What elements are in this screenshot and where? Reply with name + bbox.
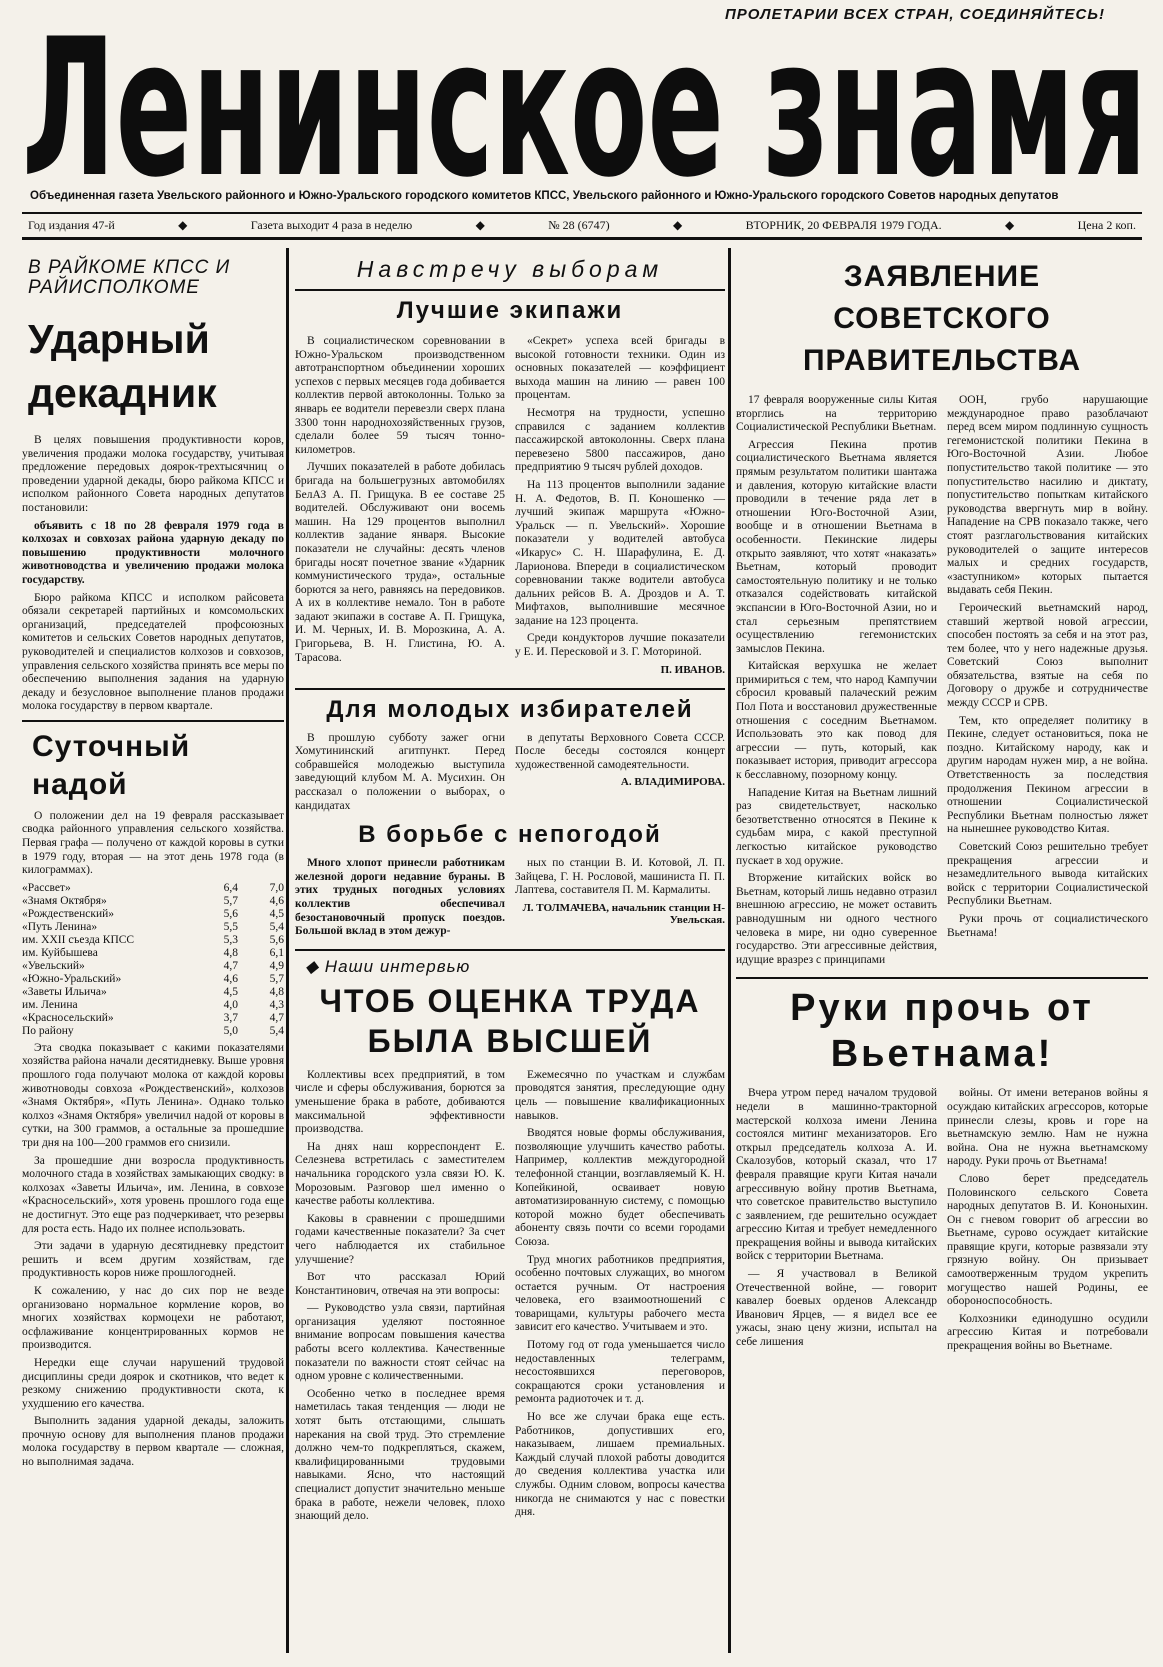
paragraph: Вот что рассказал Юрий Константинович, отвечая на эти вопросы: (295, 1271, 505, 1297)
paragraph: Колхозники единодушно осудили агрессию Китая и потребовали прекращения войны во Вьетнаме. (947, 1312, 1148, 1353)
paragraph: Нередки еще случаи нарушений трудовой дисциплины среди доярок и скотников, что ведет к резкому снижению продуктивности скота, к ухудшению его качества. (22, 1356, 284, 1410)
column-rule (728, 248, 731, 1653)
paragraph: Ежемесячно по участкам и службам проводятся занятия, преследующие одну цель — повышение квалификационных навыков. (515, 1068, 725, 1122)
diamond-icon: ◆ (673, 218, 683, 232)
table-row (22, 986, 284, 999)
table-row (22, 934, 284, 947)
rubric-text: Наши интервью (324, 956, 471, 976)
paragraph: Труд многих работников предприятия, особенно почтовых служащих, во многом остается ручным. От настроения человека, его взаимоотношений с товарищами, культуры рабочего места зависит его качество. Учитываем и это. (515, 1253, 725, 1334)
paragraph: 17 февраля вооруженные силы Китая вторглись на территорию Социалистической Республики Вьетнам. (736, 394, 937, 434)
paragraph: Китайская верхушка не желает примириться с тем, что народ Кампучии сбросил кровавый палаческий режим Пол Пота и восстановил дружественные отношения с соседним Вьетнамом. Использовать это как повод для агрессии — путь, который, как показывает история, приводит агрессора к бесславному, позорному концу. (736, 660, 937, 782)
paragraph: Слово берет председатель Половинского сельского Совета народных депутатов В. И. Кононыхин. Он с гневом говорит об агрессии во Вьетнаме, сурово осуждает китайские правящие круги, которые развязали эту грязную войну. Он призывает самоотверженным трудом укрепить могущество нашей Родины, ее обороноспособность. (947, 1172, 1148, 1308)
paragraph: Нападение Китая на Вьетнам лишний раз свидетельствует, насколько безответственно относятся в Пекине к судьбам мира, с какой преступной легкостью китайское руководство пускает в ход оружие. (736, 786, 937, 867)
paragraph: войны. От имени ветеранов войны я осуждаю китайских агрессоров, которые принесли слезы, кровь и горе на вьетнамскую землю. Нам не нужна война. Она не нужна вьетнамскому народу. Руки прочь от Вьетнама! (947, 1087, 1148, 1168)
masthead (22, 14, 1152, 194)
diamond-icon: ◆ (305, 956, 325, 976)
divider (295, 688, 725, 690)
paragraph: В прошлую субботу зажег огни Хомутининский агитпункт. Перед собравшейся молодежью выступила заведующий клубом М. А. Мусихин. Он рассказал о положении о выборах, о кандидатах (295, 731, 505, 812)
column-right (736, 252, 1148, 1652)
farm-name: им. XXII съезда КПСС (22, 933, 135, 946)
paragraph: Лучших показателей в работе добилась бригада на большегрузных автомобилях БелАЗ А. П. Грищука. В ее составе 25 водителей. Обслуживают они восемь машин. На 129 процентов выполнил коллектив задание января. Высокие показатели не случайны: десять членов бригады носят почетное звание «Ударник коммунистического труда», остальные борются за него, равняясь на передовиков. А их в коллективе немало. Тон в работе задают экипажи в составе А. П. Грищука, И. М. Черных, И. В. Морозкина, А. А. Григорьева, В. Н. Глистина, Ю. А. Тарасова. (295, 461, 505, 664)
byline: Л. ТОЛМАЧЕВА, начальник станции Н-Увельская. (522, 902, 725, 926)
value-1979: 6,4 (223, 881, 238, 894)
value-1978: 5,4 (269, 920, 284, 933)
value-1979: 5,0 (223, 1024, 238, 1037)
issue-info-bar (22, 212, 1142, 240)
paragraph: Советский Союз решительно требует прекращения агрессии и незамедлительного вывода китайских войск с территории Социалистической Республики Вьетнам. (947, 841, 1148, 908)
paragraph: В социалистическом соревновании в Южно-Уральском производственном автотранспортном объединении хороших успехов с первых месяцев года добивается коллектив первой автоколонны. Только за январь ее водители перевезли сверх плана 3300 тонн народнохозяйственных грузов, сделали более 59 тысяч тонно-километров. (295, 335, 505, 456)
value-1979: 4,0 (223, 998, 238, 1011)
byline: П. ИВАНОВ. (660, 663, 725, 676)
article-headline: Ударный декадник (28, 316, 217, 416)
column-rule (286, 248, 289, 1653)
table-row (22, 921, 284, 934)
farm-name: «Путь Ленина» (22, 920, 98, 933)
farm-name: им. Куйбышева (22, 946, 98, 959)
value-1978: 7,0 (269, 881, 284, 894)
paragraph: в депутаты Верховного Совета СССР. После беседы состоялся концерт художественной самодеятельности. (515, 731, 725, 771)
paragraph: «Секрет» успеха всей бригады в высокой готовности техники. Один из основных показателей — коэффициент выхода машин на линию — равен 100 процентам. (515, 335, 725, 402)
divider (736, 977, 1148, 979)
paragraph: Эти задачи в ударную десятидневку предстоит решить и всем другим хозяйствам, где продуктивность коров ниже прошлогодней. (22, 1240, 284, 1280)
column-middle (295, 252, 725, 1652)
milk-article-body (22, 1042, 284, 1470)
paragraph: На днях наш корреспондент Е. Селезнева встретилась с заместителем начальника городского узла связи Ю. К. Морозовым. Разговор шел именно о качестве работы коллектива. (295, 1140, 505, 1208)
paragraph: Много хлопот принесли работникам железной дороги недавние бураны. В этих трудных погодных условиях коллектив обеспечивал безостановочный пропуск поездов. Большой вклад в этом дежур- (295, 857, 505, 938)
value-1978: 4,6 (269, 894, 284, 907)
section-rubric: Навстречу выборам (356, 256, 664, 282)
article-headline (295, 981, 725, 1061)
article-headline: В борьбе с непогодой (358, 821, 662, 849)
paragraph: Среди кондукторов лучшие показатели у Е. И. Пересковой и З. Г. Моториной. (515, 632, 725, 659)
article-body (295, 732, 725, 818)
paragraph: Агрессия Пекина против социалистического Вьетнама является прямым результатом политики шантажа и давления, которую китайские власти проводили в течение ряда лет в отношении Юго-Восточной Азии, вообще и в отношении Вьетнама в особенности. Пекинские лидеры открыто заявляют, что хотят «наказать» Вьетнам, который проводит самостоятельную политику и не только отказался содействовать китайской экспансии в Юго-Восточной Азии, но и стал серьезным препятствием осуществлению гегемонистских замыслов Пекина. (736, 438, 937, 655)
farm-name: «Увельский» (22, 959, 85, 972)
article-body (295, 1069, 725, 1528)
paragraph: Эта сводка показывает с какими показателями хозяйства района начали десятидневку. Выше уровня прошлого года получают молока от каждой коровы животноводы совхоза «Рождественский», колхозов «Знамя Октября», «Путь Ленина». Однако только колхоз «Знамя Октября» увеличил надой от коровы в сутки, на 300 граммов, а остальные за прошедшие три дня на 100—200 граммов его снизили. (22, 1041, 284, 1149)
article-headline: Руки прочь от Вьетнама! (790, 987, 1094, 1076)
section-rubric (305, 957, 725, 977)
value-1978: 4,5 (269, 907, 284, 920)
diamond-icon: ◆ (1004, 218, 1015, 232)
paragraph: Несмотря на трудности, успешно справился с заданием коллектив пассажирской автоколонны. Сверх плана перевезено 5800 пассажиров, дано предприятию 9 тысяч рублей доходов. (515, 406, 725, 474)
value-1979: 4,5 (223, 985, 238, 998)
farm-name: «Заветы Ильича» (22, 985, 107, 998)
value-1978: 5,4 (269, 1024, 284, 1037)
article-body (295, 335, 725, 682)
paragraph: Руки прочь от социалистического Вьетнама! (947, 912, 1148, 939)
diamond-icon: ◆ (475, 218, 485, 232)
paragraph: Каковы в сравнении с прошедшими годами качественные показатели? За счет чего наблюдается их стабильное улучшение? (295, 1212, 505, 1266)
issue-frequency: Газета выходит 4 раза в неделю (250, 218, 413, 232)
paragraph: Тем, кто определяет политику в Пекине, следует остановиться, пока не поздно. Китайскому народу, как и другим народам нужен мир, а не война. Ответственность за последствия продолжения Пекином агрессии в отношении Социалистической Республики Вьетнам полностью ляжет на нынешнее руководство Китая. (947, 714, 1148, 836)
diamond-icon: ◆ (178, 218, 188, 232)
milk-yield-table (22, 882, 284, 1038)
paragraph: Особенно четко в последнее время наметилась такая тенденция — люди не хотят быть отстающими, слышать нарекания на свой труд. Это стремление должно чем-то подкрепляться, скажем, квалифицированными трудовыми навыками. Ясно, что настоящий специалист допустит значительно меньше брака в работе, нежели человек, плохо знающий дело. (295, 1387, 505, 1523)
value-1978: 4,3 (269, 998, 284, 1011)
issue-number: № 28 (6747) (548, 218, 610, 232)
farm-name: «Знамя Октября» (22, 894, 107, 907)
paragraph: Вчера утром перед началом трудовой недели в машинно-тракторной мастерской колхоза имени Ленина состоялся митинг механизаторов. Его открыл председатель колхоза А. И. Скалозубов, который сказал, что 17 февраля правящие круги Китая начали агрессивную войну против Вьетнама, что советское правительство выступило с заявлением, где решительно осуждает агрессию Китая и требует немедленного прекращения войны и вывода китайских войск с территории Вьетнама. (736, 1087, 937, 1263)
value-1978: 6,1 (269, 946, 284, 959)
masthead-text: Ленинское знамя (22, 14, 1147, 194)
paragraph: ООН, грубо нарушающие международное право разоблачают перед всем миром подлинную сущность гегемонистской политики Пекина в Юго-Восточной Азии. Любое попустительство такой политике — это попустительство насилию и диктату, попустительство попыткам китайского руководства ввергнуть мир в войну. Нападение на СРВ показало также, чего стоят разглагольствования китайских руководителей о защите интересов малых и средних государств, «заступником» которых пытается выдавать себя Пекин. (947, 394, 1148, 597)
article-headline: Для молодых избирателей (326, 695, 694, 723)
value-1979: 4,6 (223, 972, 238, 985)
column-left (22, 252, 284, 1652)
table-row (22, 882, 284, 895)
issue-year: Год издания 47-й (28, 218, 115, 232)
paragraph: Выполнить задания ударной декады, заложить прочную основу для выполнения планов продажи молока государству в первом квартале — сложная, но выполнимая задача. (22, 1415, 284, 1469)
divider (295, 949, 725, 951)
paragraph: объявить с 18 по 28 февраля 1979 года в колхозах и совхозах района ударную декаду по повышению продуктивности молочного животноводства и увеличению продажи молока государству. (22, 519, 284, 586)
value-1979: 5,6 (223, 907, 238, 920)
paragraph: Вторжение китайских войск во Вьетнам, который лишь недавно отразил внешнюю агрессию, не может оставить равнодушным ни одного честного человека в мире, ни одно суверенное государство. Эти агрессивные действия, идущие вразрез с принципами (736, 872, 937, 966)
article-body (736, 1087, 1148, 1357)
article-body (295, 857, 725, 943)
value-1978: 4,7 (269, 1011, 284, 1024)
paragraph: ных по станции В. И. Котовой, Л. П. Зайцева, Г. Н. Рословой, машиниста П. П. Лаптева, составителя П. М. Кармалиты. (515, 857, 725, 897)
statement-body (736, 394, 1148, 971)
value-1978: 4,9 (269, 959, 284, 972)
motto: ПРОЛЕТАРИИ ВСЕХ СТРАН, СОЕДИНЯЙТЕСЬ! (725, 6, 1105, 23)
milk-headline: Суточный надой (32, 729, 191, 801)
headline-text: ЧТОБ ОЦЕНКА ТРУДА БЫЛА ВЫСШЕЙ (319, 982, 701, 1059)
table-row (22, 960, 284, 973)
paragraph: В целях повышения продуктивности коров, увеличения продажи молока государству, учитывая предложение передовых доярок-трехтысячниц о проведении ударной декады, бюро райкома КПСС и исполком районного Совета народных депутатов постановили: (22, 434, 284, 514)
divider (22, 720, 284, 722)
farm-name: По району (22, 1024, 74, 1037)
issue-date: ВТОРНИК, 20 ФЕВРАЛЯ 1979 ГОДА. (745, 218, 942, 232)
table-row (22, 999, 284, 1012)
value-1979: 5,5 (223, 920, 238, 933)
farm-name: «Южно-Уральский» (22, 972, 122, 985)
value-1979: 4,7 (223, 959, 238, 972)
value-1978: 4,8 (269, 985, 284, 998)
value-1979: 4,8 (223, 946, 238, 959)
paragraph: Потому год от года уменьшается число недоставленных телеграмм, несостоявшихся переговоров, сокращаются сроки установления и ремонта радиоточек и т. д. (515, 1339, 725, 1406)
table-row (22, 1025, 284, 1038)
table-row (22, 973, 284, 986)
table-row (22, 895, 284, 908)
paragraph: Но все же случаи брака еще есть. Работников, допустивших его, наказываем, лишаем премиальных. Каждый случай плохой работы доводится до сведения коллектива участка или службы. Одним словом, вопросы качества никогда не снимаются у нас с повестки дня. (515, 1411, 725, 1519)
farm-name: «Красносельский» (22, 1011, 114, 1024)
value-1979: 5,3 (223, 933, 238, 946)
paragraph: — Я участвовал в Великой Отечественной войне, — говорит кавалер боевых орденов Александр Иванович Ярцев, — я видел все ее ужасы, знаю цену жизни, испытал на себе лишения (736, 1268, 937, 1349)
value-1979: 3,7 (223, 1011, 238, 1024)
paragraph: На 113 процентов выполнили задание Н. А. Федотов, В. П. Коношенко — лучший экипаж маршрута «Южно-Уральск — п. Увельский». Хорошие показатели у водителей автобуса «Икарус» С. Н. Шарафулина, Е. Д. Ларионова. Впереди в социалистическом соревновании также водители автобуса дальних рейсов В. А. Дроздов и А. Т. Мифтахов, выполнившие месячное задание на 123 процента. (515, 478, 725, 627)
milk-intro: О положении дел на 19 февраля рассказывает сводка районного управления сельского хозяйства. Первая графа — получено от каждой коровы в сутки в 1979 году, вторая — на этот день 1978 года (в килограммах). (22, 809, 284, 877)
table-row (22, 947, 284, 960)
issue-price: Цена 2 коп. (1077, 218, 1136, 232)
paragraph: Героический вьетнамский народ, ставший жертвой новой агрессии, способен постоять за себя и на этот раз, тем более, что у него надежные друзья. Советский Союз выполнит обязательства, взятые на себя по Договору о дружбе и сотрудничестве между СССР и СРВ. (947, 601, 1148, 710)
section-rubric: В РАЙКОМЕ КПСС И РАЙИСПОЛКОМЕ (28, 257, 231, 298)
article-body (22, 434, 284, 714)
value-1978: 5,6 (269, 933, 284, 946)
byline: А. ВЛАДИМИРОВА. (620, 776, 725, 789)
masthead-subtitle: Объединенная газета Увельского районного и Южно-Уральского городского комитетов КПСС, Увельского районного и Южно-Уральского городского Советов народных депутатов (30, 190, 1059, 202)
value-1978: 5,7 (269, 972, 284, 985)
farm-name: «Рассвет» (22, 881, 71, 894)
farm-name: им. Ленина (22, 998, 78, 1011)
table-row (22, 1012, 284, 1025)
farm-name: «Рождественский» (22, 907, 115, 920)
masthead-title (22, 14, 1152, 194)
statement-headline: ЗАЯВЛЕНИЕ СОВЕТСКОГО ПРАВИТЕЛЬСТВА (802, 260, 1082, 377)
article-headline: Лучшие экипажи (295, 289, 725, 325)
paragraph: Коллективы всех предприятий, в том числе и сферы обслуживания, борются за уменьшение брака в работе, добиваются максимальной эффективности производства. (295, 1068, 505, 1136)
paragraph: К сожалению, у нас до сих пор не везде организовано нормальное кормление коров, во многих хозяйствах кормоцехи не работают, осфлаживание концентрированных кормов не производится. (22, 1284, 284, 1352)
paragraph: За прошедшие дни возросла продуктивность молочного стада в хозяйствах замыкающих сводку: в колхозах «Заветы Ильича», им. Ленина, в совхозе «Красносельский», хотя уровень прошлого года еще не достигнут. Это еще раз подчеркивает, что резервы для роста есть. Надо их полнее использовать. (22, 1154, 284, 1235)
paragraph: Бюро райкома КПСС и исполком райсовета обязали секретарей партийных и комсомольских организаций, председателей профсоюзных комитетов и сельских Советов народных депутатов, руководителей и специалистов колхозов и совхозов, управления сельского хозяйства принять все меры по обеспечению выполнения задания на ударную декаду и безусловное выполнение планов продажи молока государству в первом квартале. (22, 591, 284, 713)
value-1979: 5,7 (223, 894, 238, 907)
table-row (22, 908, 284, 921)
paragraph: Вводятся новые формы обслуживания, позволяющие улучшить качество работы. Например, коллектив междугородной телефонной станции, возглавляемый К. Н. Копейкиной, осваивает новую автоматизированную систему, с помощью которой можно будет обеспечивать абоненту связь почти со всеми городами Союза. (515, 1127, 725, 1248)
paragraph: — Руководство узла связи, партийная организация уделяют постоянное внимание вопросам повышения качества работы всего коллектива. Качественные показатели по важности стоят сейчас на одном уровне с количественными. (295, 1302, 505, 1383)
